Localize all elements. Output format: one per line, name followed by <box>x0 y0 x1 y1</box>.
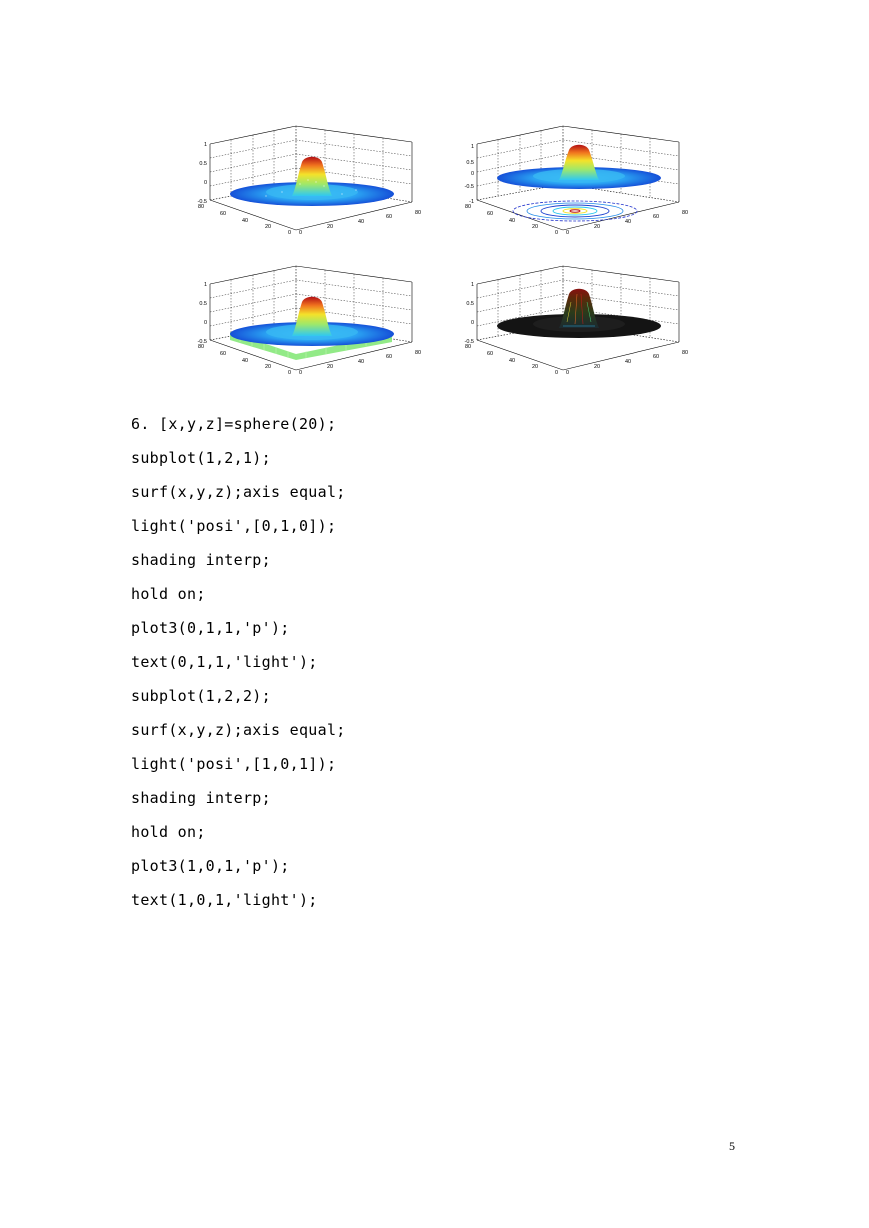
x-tick-labels <box>299 210 421 234</box>
z-tick-labels <box>198 282 207 345</box>
z-tick: -0.5 <box>197 339 207 345</box>
x-tick: 80 <box>415 350 422 356</box>
z-tick: 1 <box>203 282 207 288</box>
y-tick: 20 <box>265 364 272 370</box>
x-tick: 40 <box>625 219 632 225</box>
z-tick: -0.5 <box>197 199 207 205</box>
code-line: shading interp; <box>131 789 271 807</box>
code-line: plot3(0,1,1,'p'); <box>131 619 290 637</box>
x-tick-labels <box>566 210 688 234</box>
surface-peak <box>292 157 332 196</box>
y-tick: 80 <box>465 344 472 350</box>
code-line: plot3(1,0,1,'p'); <box>131 857 290 875</box>
z-tick: 0 <box>203 320 207 326</box>
code-line: surf(x,y,z);axis equal; <box>131 483 346 501</box>
z-tick: -0.5 <box>464 339 474 345</box>
x-tick: 20 <box>327 364 334 370</box>
y-tick: 60 <box>220 211 227 217</box>
x-tick: 60 <box>386 214 393 220</box>
figure-surface <box>196 122 426 234</box>
y-tick: 80 <box>198 204 205 210</box>
code-line: subplot(1,2,1); <box>131 449 271 467</box>
y-tick: 60 <box>220 351 227 357</box>
y-tick: 0 <box>555 370 559 374</box>
figure-dark-surface <box>463 262 693 374</box>
code-line: light('posi',[0,1,0]); <box>131 517 337 535</box>
code-line: surf(x,y,z);axis equal; <box>131 721 346 739</box>
x-tick: 0 <box>299 370 303 374</box>
code-line: shading interp; <box>131 551 271 569</box>
x-tick: 40 <box>625 359 632 365</box>
y-tick: 40 <box>509 218 516 224</box>
y-tick: 60 <box>487 211 494 217</box>
code-line: text(1,0,1,'light'); <box>131 891 318 909</box>
surface-peak <box>559 289 599 328</box>
z-tick: 1 <box>203 142 207 148</box>
contour-rings <box>513 201 637 221</box>
z-tick: 0.5 <box>466 160 474 166</box>
y-tick-labels <box>465 344 558 374</box>
z-tick: -0.5 <box>464 184 474 190</box>
y-tick: 60 <box>487 351 494 357</box>
z-tick: 0.5 <box>466 301 474 307</box>
y-tick: 20 <box>265 224 272 230</box>
x-tick: 40 <box>358 219 365 225</box>
page-number: 5 <box>729 1139 735 1153</box>
code-line: subplot(1,2,2); <box>131 687 271 705</box>
y-tick-labels <box>198 204 291 234</box>
code-line: light('posi',[1,0,1]); <box>131 755 337 773</box>
y-tick: 40 <box>242 358 249 364</box>
y-tick: 20 <box>532 224 539 230</box>
x-tick: 60 <box>653 354 660 360</box>
z-tick: -1 <box>469 199 474 205</box>
z-tick: 1 <box>470 144 474 150</box>
y-tick: 40 <box>242 218 249 224</box>
y-tick: 0 <box>288 370 292 374</box>
x-tick: 20 <box>327 224 334 230</box>
surface-peak <box>292 297 332 336</box>
z-tick-labels <box>465 144 474 205</box>
figure-surface-with-curtain <box>196 262 426 374</box>
x-tick: 60 <box>386 354 393 360</box>
z-tick: 1 <box>470 282 474 288</box>
x-tick: 80 <box>682 210 689 216</box>
y-tick: 0 <box>555 230 559 234</box>
figure-surface-with-contour <box>463 122 693 234</box>
y-tick: 20 <box>532 364 539 370</box>
z-tick-labels <box>198 142 207 205</box>
x-tick-labels <box>566 350 688 374</box>
y-tick: 0 <box>288 230 292 234</box>
code-listing <box>131 413 346 923</box>
z-tick-labels <box>465 282 474 345</box>
y-tick: 40 <box>509 358 516 364</box>
x-tick: 0 <box>566 370 570 374</box>
code-line: hold on; <box>131 585 206 603</box>
z-tick: 0.5 <box>199 161 207 167</box>
x-tick: 20 <box>594 224 601 230</box>
z-tick: 0.5 <box>199 301 207 307</box>
x-tick: 0 <box>566 230 570 234</box>
code-line: hold on; <box>131 823 206 841</box>
z-tick: 0 <box>470 171 474 177</box>
y-tick: 80 <box>198 344 205 350</box>
x-tick: 20 <box>594 364 601 370</box>
surface-peak <box>559 145 599 180</box>
x-tick: 40 <box>358 359 365 365</box>
x-tick: 0 <box>299 230 303 234</box>
code-line: 6. [x,y,z]=sphere(20); <box>131 415 337 433</box>
z-tick: 0 <box>203 180 207 186</box>
y-tick: 80 <box>465 204 472 210</box>
code-line: text(0,1,1,'light'); <box>131 653 318 671</box>
x-tick: 80 <box>682 350 689 356</box>
x-tick: 60 <box>653 214 660 220</box>
z-tick: 0 <box>470 320 474 326</box>
x-tick: 80 <box>415 210 422 216</box>
